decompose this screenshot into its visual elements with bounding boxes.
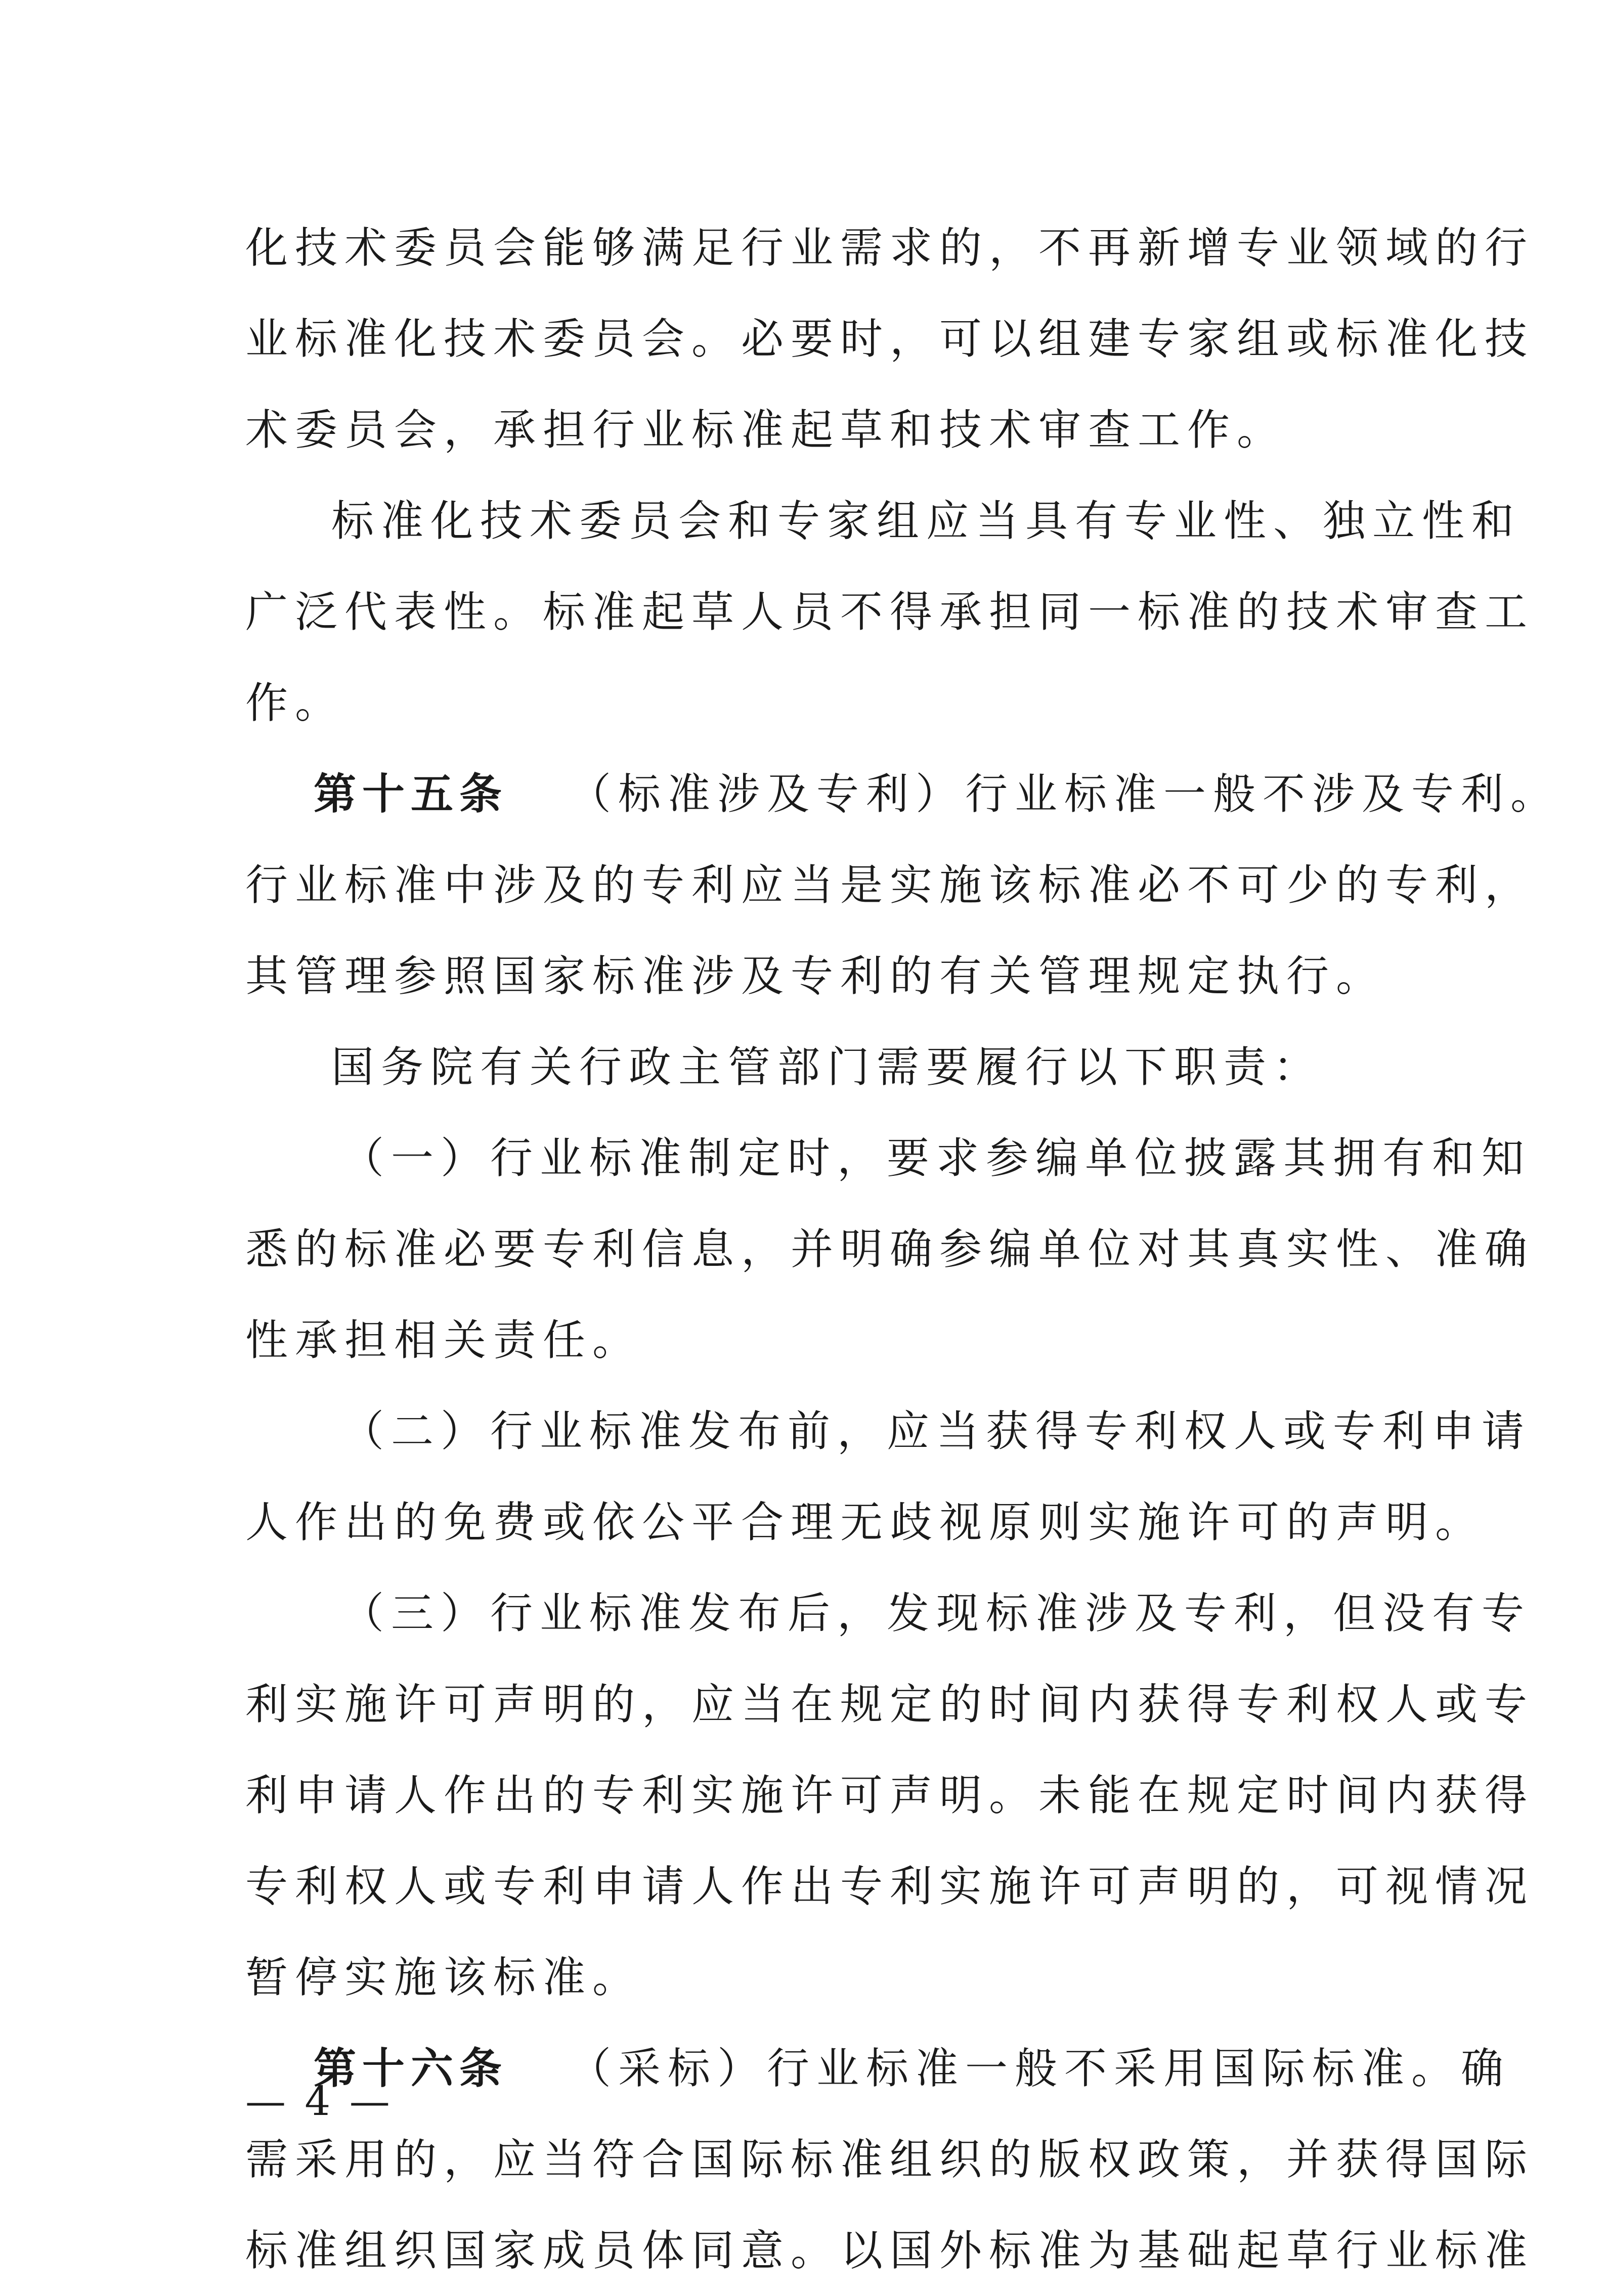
article-heading: 第十六条 xyxy=(314,2044,508,2093)
list-item-line: （三）行业标准发布后，发现标准涉及专利，但没有专 xyxy=(341,1588,1532,1638)
text-line: 广泛代表性。标准起草人员不得承担同一标准的技术审查工 xyxy=(245,587,1535,637)
text-line: 利实施许可声明的，应当在规定的时间内获得专利权人或专 xyxy=(245,1680,1535,1729)
document-body xyxy=(245,202,1560,2296)
page-number: — 4 — xyxy=(245,2078,393,2125)
article-16-first-line xyxy=(245,2023,1511,2114)
text-line: 标准组织国家成员体同意。以国外标准为基础起草行业标准 xyxy=(245,2226,1535,2275)
list-item-line: （二）行业标准发布前，应当获得专利权人或专利申请 xyxy=(341,1406,1532,1456)
article-heading: 第十五条 xyxy=(314,769,508,819)
text-line: 化技术委员会能够满足行业需求的，不再新增专业领域的行 xyxy=(245,223,1535,273)
list-item-line: （一）行业标准制定时，要求参编单位披露其拥有和知 xyxy=(341,1133,1532,1183)
article-15-first-line xyxy=(245,748,1560,840)
text-line: 专利权人或专利申请人作出专利实施许可声明的，可视情况 xyxy=(245,1862,1535,1911)
text-line: 作。 xyxy=(245,678,345,728)
text-line: 行业标准中涉及的专利应当是实施该标准必不可少的专利， xyxy=(245,860,1535,910)
text-line: 标准化技术委员会和专家组应当具有专业性、独立性和 xyxy=(331,496,1522,546)
text-line: 国务院有关行政主管部门需要履行以下职责： xyxy=(331,1042,1323,1092)
text-line: 利申请人作出的专利实施许可声明。未能在规定时间内获得 xyxy=(245,1771,1535,1820)
text-span: （采标）行业标准一般不采用国际标准。确 xyxy=(569,2044,1511,2093)
text-line: 其管理参照国家标准涉及专利的有关管理规定执行。 xyxy=(245,951,1386,1001)
text-line: 性承担相关责任。 xyxy=(245,1315,642,1365)
text-line: 悉的标准必要专利信息，并明确参编单位对其真实性、准确 xyxy=(245,1224,1535,1274)
text-span: （标准涉及专利）行业标准一般不涉及专利。 xyxy=(569,769,1560,819)
text-line: 人作出的免费或依公平合理无歧视原则实施许可的声明。 xyxy=(245,1497,1485,1547)
text-line: 暂停实施该标准。 xyxy=(245,1953,642,2002)
text-line: 业标准化技术委员会。必要时，可以组建专家组或标准化技 xyxy=(245,314,1535,364)
text-line: 术委员会，承担行业标准起草和技术审查工作。 xyxy=(245,405,1287,455)
text-line: 需采用的，应当符合国际标准组织的版权政策，并获得国际 xyxy=(245,2135,1535,2184)
